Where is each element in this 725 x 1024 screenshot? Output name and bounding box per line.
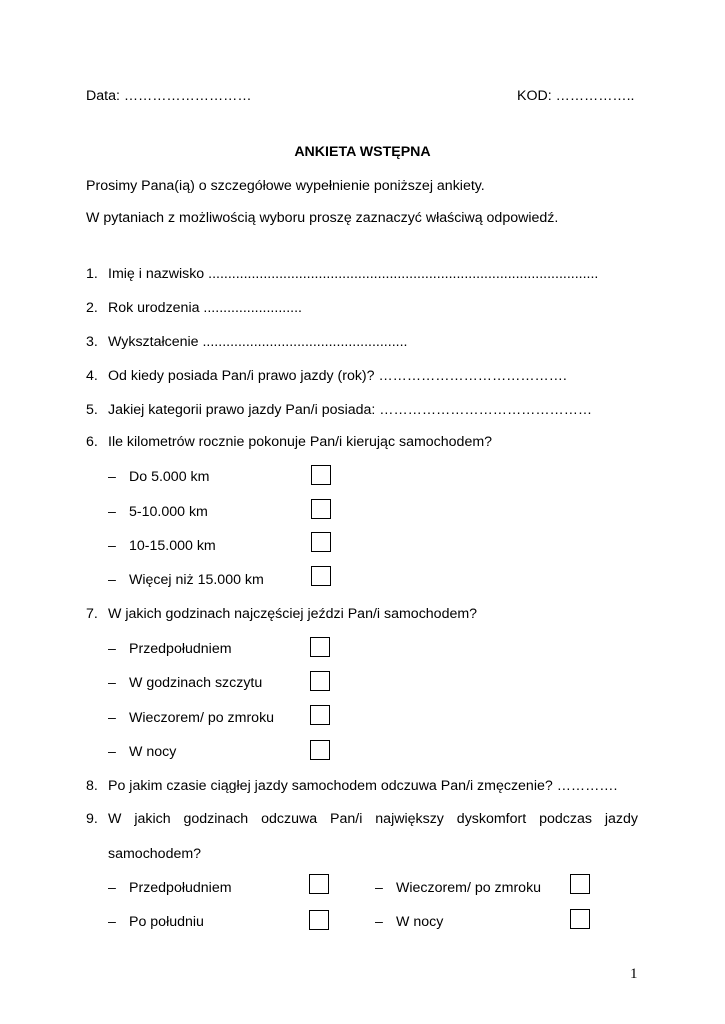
q6-option-1-checkbox[interactable] (311, 465, 331, 485)
q6-option-1-label: Do 5.000 km (129, 469, 210, 485)
intro-line-1: Prosimy Pana(ią) o szczegółowe wypełnienie poniższej ankiety. (86, 178, 485, 194)
dash-bullet: – (108, 710, 116, 726)
dash-bullet: – (108, 880, 116, 896)
dash-bullet: – (108, 572, 116, 588)
question-8-number: 8. (86, 778, 98, 794)
q6-option-2-checkbox[interactable] (311, 499, 331, 519)
page-number: 1 (630, 966, 638, 982)
q7-option-1-label: Przedpołudniem (129, 641, 232, 657)
date-field-label[interactable]: Data: ……………………… (86, 88, 252, 104)
question-9-text-line-2: samochodem? (108, 846, 202, 862)
question-5-number: 5. (86, 402, 98, 418)
question-2-birth-year-field[interactable]: Rok urodzenia ......................... (108, 300, 302, 316)
q9-option-3-label: Wieczorem/ po zmroku (396, 880, 542, 896)
dash-bullet: – (108, 504, 116, 520)
q9-option-4-checkbox[interactable] (570, 909, 590, 929)
q7-option-2-checkbox[interactable] (310, 671, 330, 691)
q9-option-1-checkbox[interactable] (309, 874, 329, 894)
question-4-number: 4. (86, 368, 98, 384)
q7-option-3-label: Wieczorem/ po zmroku (129, 710, 275, 726)
dash-bullet: – (375, 914, 383, 930)
question-6-text: Ile kilometrów rocznie pokonuje Pan/i kierując samochodem? (108, 434, 493, 450)
q7-option-3-checkbox[interactable] (310, 705, 330, 725)
dash-bullet: – (108, 641, 116, 657)
question-1-number: 1. (86, 266, 98, 282)
q6-option-3-label: 10-15.000 km (129, 538, 216, 554)
question-8-fatigue-field[interactable]: Po jakim czasie ciągłej jazdy samochodem odczuwa Pan/i zmęczenie? …………. (108, 778, 618, 794)
question-1-name-field[interactable]: Imię i nazwisko ................................................................................................... (108, 266, 599, 282)
q6-option-2-label: 5-10.000 km (129, 504, 208, 520)
q6-option-3-checkbox[interactable] (311, 532, 331, 552)
question-3-number: 3. (86, 334, 98, 350)
q6-option-4-label: Więcej niż 15.000 km (129, 572, 264, 588)
q7-option-2-label: W godzinach szczytu (129, 675, 263, 691)
dash-bullet: – (108, 675, 116, 691)
q9-option-4-label: W nocy (396, 914, 444, 930)
intro-line-2: W pytaniach z możliwością wyboru proszę zaznaczyć właściwą odpowiedź. (86, 210, 559, 226)
q9-option-2-checkbox[interactable] (309, 910, 329, 930)
q7-option-1-checkbox[interactable] (310, 637, 330, 657)
dash-bullet: – (108, 744, 116, 760)
question-3-education-field[interactable]: Wykształcenie .................................................... (108, 334, 408, 350)
dash-bullet: – (108, 469, 116, 485)
dash-bullet: – (108, 914, 116, 930)
question-5-license-category-field[interactable]: Jakiej kategorii prawo jazdy Pan/i posiada: ……………………………………… (108, 402, 593, 418)
q7-option-4-label: W nocy (129, 744, 177, 760)
q6-option-4-checkbox[interactable] (311, 566, 331, 586)
question-9-number: 9. (86, 811, 98, 827)
question-9-text-line-1: W jakich godzinach odczuwa Pan/i największy dyskomfort podczas jazdy (108, 811, 638, 827)
dash-bullet: – (375, 880, 383, 896)
document-title: ANKIETA WSTĘPNA (294, 144, 431, 160)
question-7-text: W jakich godzinach najczęściej jeździ Pan/i samochodem? (108, 606, 478, 622)
question-4-license-year-field[interactable]: Od kiedy posiada Pan/i prawo jazdy (rok)? …………………………………. (108, 368, 567, 384)
q7-option-4-checkbox[interactable] (310, 740, 330, 760)
question-7-number: 7. (86, 606, 98, 622)
code-field-label[interactable]: KOD: …………….. (517, 88, 635, 104)
q9-option-2-label: Po południu (129, 914, 204, 930)
question-6-number: 6. (86, 434, 98, 450)
q9-option-1-label: Przedpołudniem (129, 880, 232, 896)
question-2-number: 2. (86, 300, 98, 316)
q9-option-3-checkbox[interactable] (570, 874, 590, 894)
dash-bullet: – (108, 538, 116, 554)
